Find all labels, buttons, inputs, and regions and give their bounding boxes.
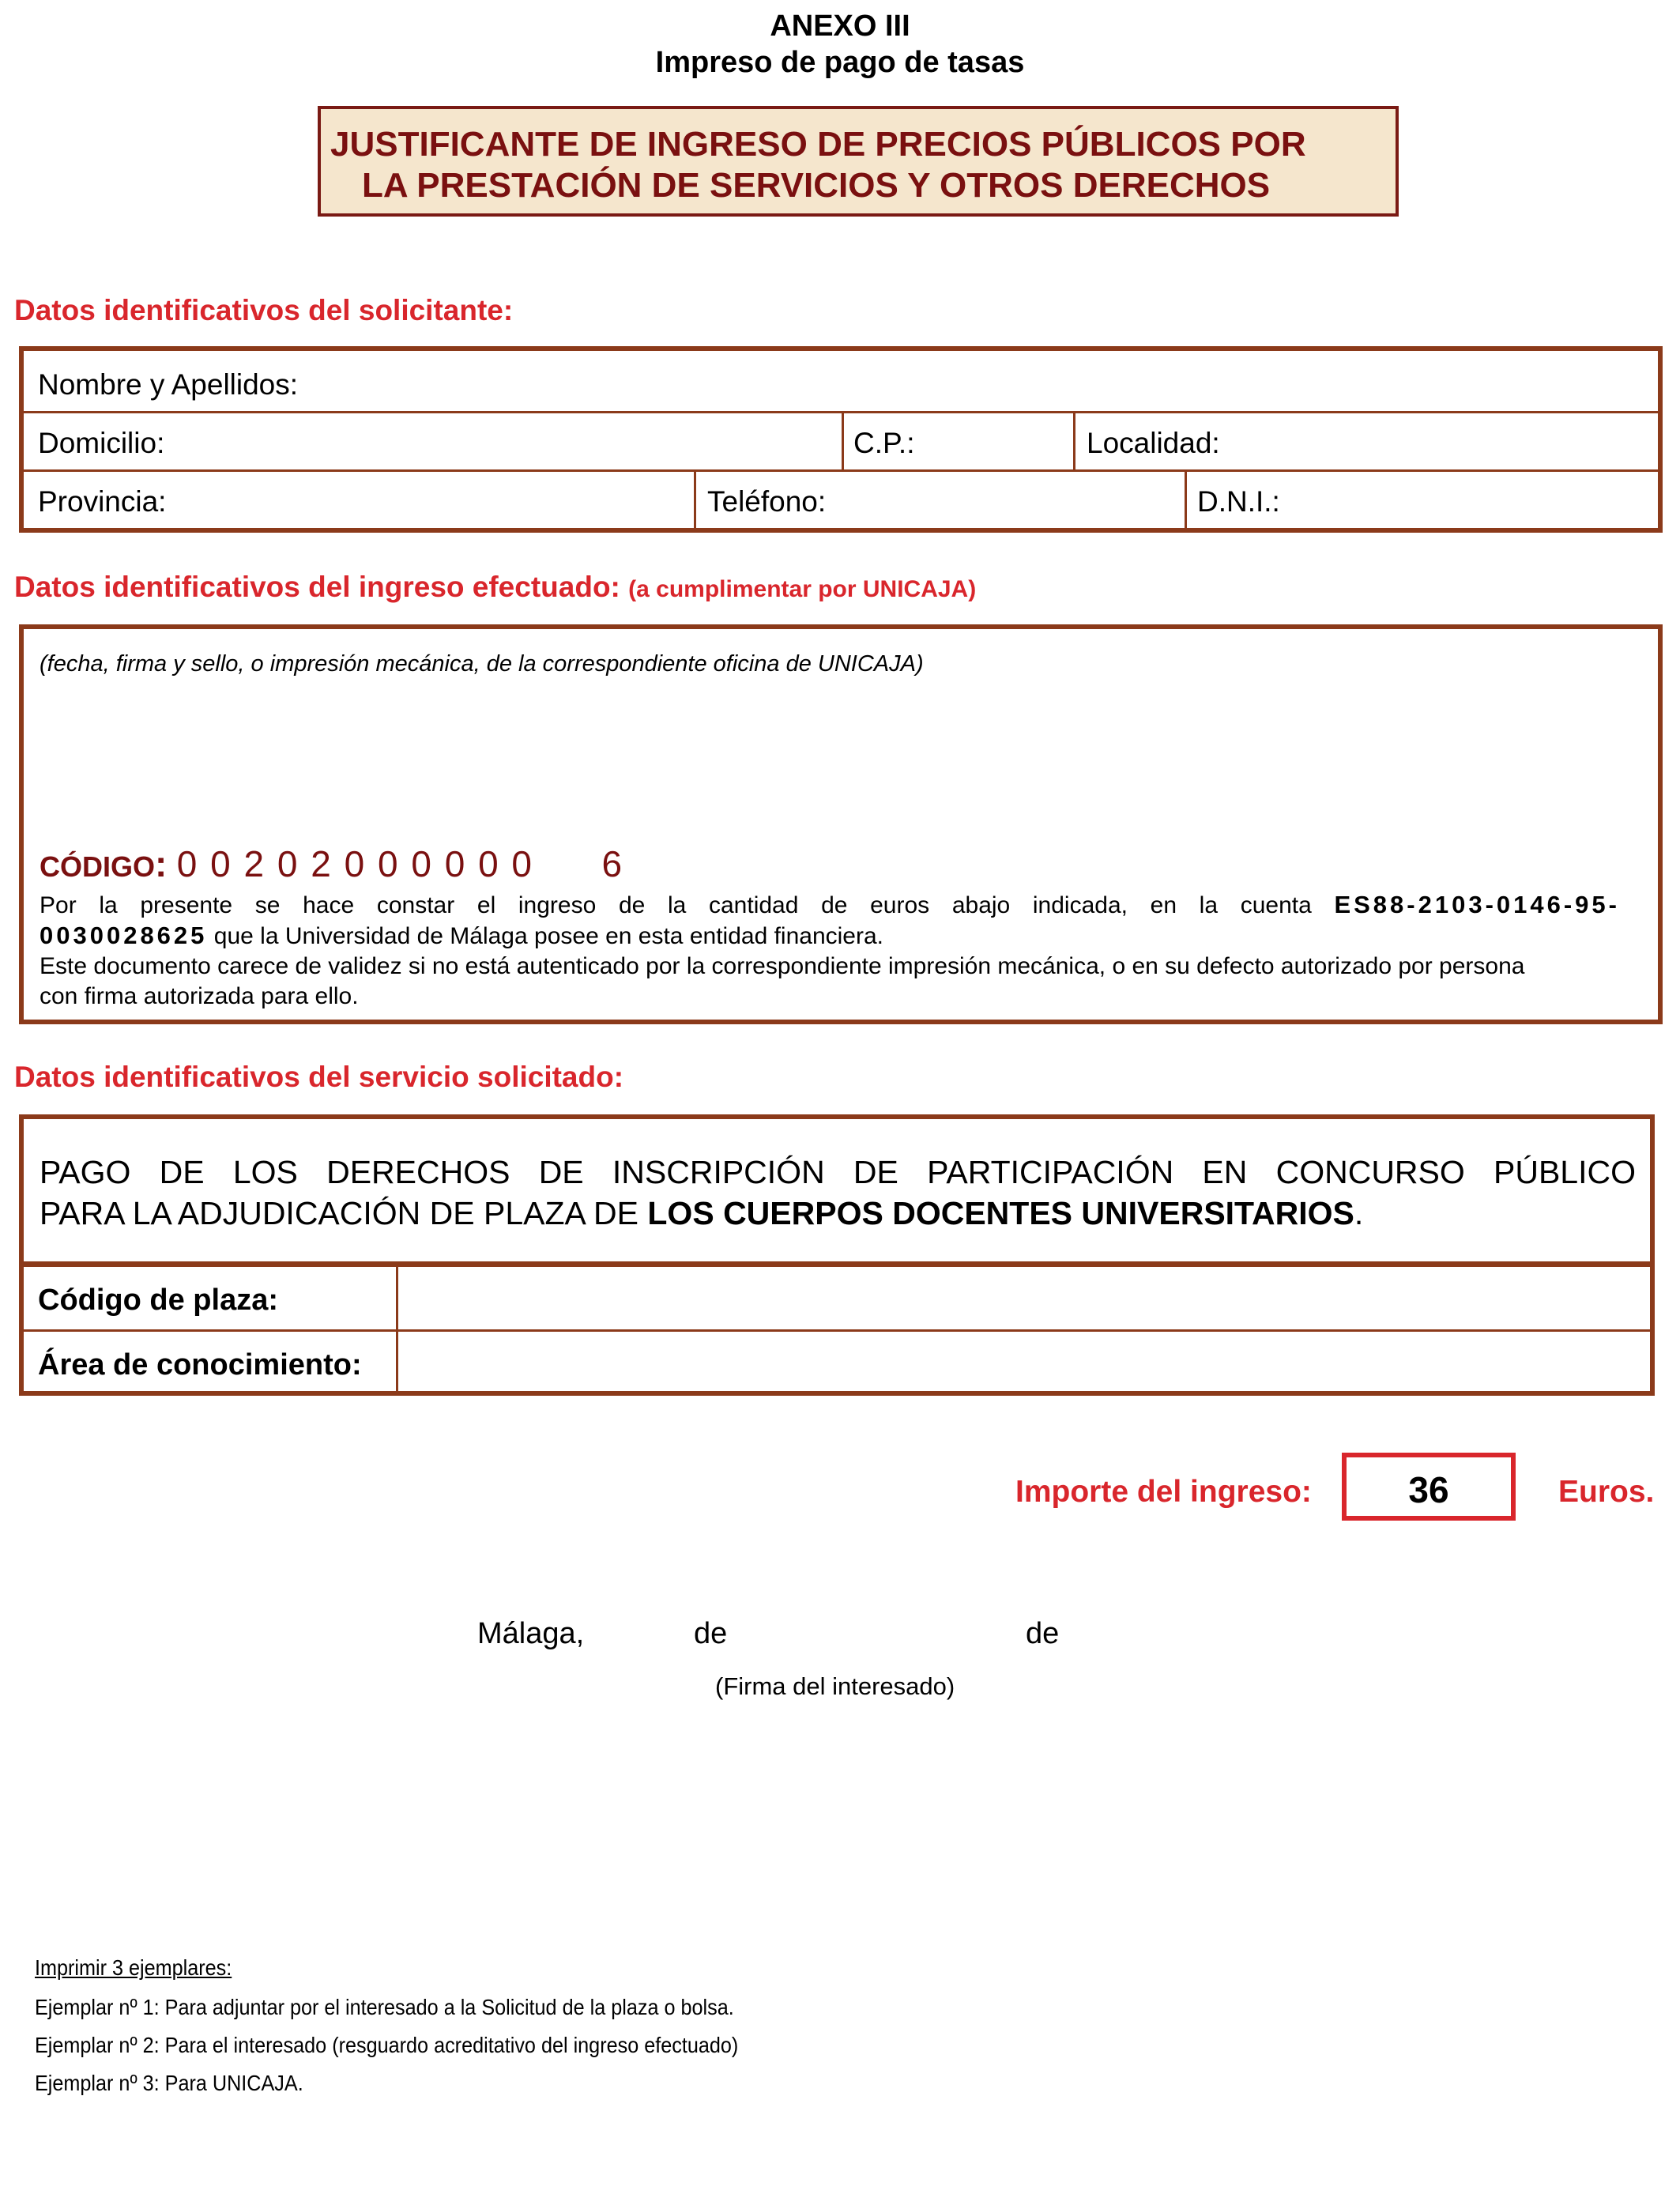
payment-text-line2 xyxy=(40,922,883,950)
annex-title: ANEXO III xyxy=(770,9,910,43)
knowledge-area-label: Área de conocimiento: xyxy=(38,1348,362,1382)
amount-box xyxy=(1342,1453,1516,1521)
col-divider xyxy=(396,1266,398,1391)
code-of-position-label: Código de plaza: xyxy=(38,1284,278,1317)
col-divider xyxy=(1073,411,1075,469)
code-check-digit: 6 xyxy=(601,843,623,884)
validity-line-2: con firma autorizada para ello. xyxy=(40,983,359,1009)
service-box xyxy=(19,1114,1655,1396)
address-field[interactable]: Domicilio: xyxy=(38,427,165,459)
signature-de-2: de xyxy=(1026,1617,1060,1650)
payment-heading-note: (a cumplimentar por UNICAJA) xyxy=(628,576,977,602)
row-divider xyxy=(24,1329,1650,1332)
service-desc-normal: PARA LA ADJUDICACIÓN DE PLAZA DE xyxy=(40,1195,638,1231)
service-desc-end: . xyxy=(1354,1195,1364,1231)
annex-subtitle: Impreso de pago de tasas xyxy=(655,46,1025,79)
service-divider xyxy=(24,1261,1650,1267)
row-divider xyxy=(24,411,1658,413)
copy-item-1: Ejemplar nº 1: Para adjuntar por el interesado a la Solicitud de la plaza o bolsa. xyxy=(35,1995,734,2019)
id-field[interactable]: D.N.I.: xyxy=(1197,485,1280,518)
title-box xyxy=(318,106,1399,217)
service-desc-bold: LOS CUERPOS DOCENTES UNIVERSITARIOS xyxy=(647,1195,1354,1231)
knowledge-area-field[interactable] xyxy=(401,1334,1650,1389)
payment-heading xyxy=(14,571,976,604)
col-divider xyxy=(1185,469,1187,528)
amount-label: Importe del ingreso: xyxy=(1015,1475,1312,1509)
applicant-table xyxy=(19,346,1663,533)
account-part1: ES88-2103-0146-95- xyxy=(1334,891,1620,918)
province-field[interactable]: Provincia: xyxy=(38,485,167,518)
amount-currency: Euros. xyxy=(1558,1475,1655,1509)
locality-field[interactable]: Localidad: xyxy=(1087,427,1220,459)
applicant-heading: Datos identificativos del solicitante: xyxy=(14,294,514,326)
account-part2: 0030028625 xyxy=(40,922,208,949)
payment-text-part1: Por la presente se hace constar el ingreso de la cantidad de euros abajo indicada, en la cuenta xyxy=(40,892,1312,918)
phone-field[interactable]: Teléfono: xyxy=(707,485,827,518)
payment-text xyxy=(40,888,1620,922)
col-divider xyxy=(842,411,844,469)
copy-item-3: Ejemplar nº 3: Para UNICAJA. xyxy=(35,2071,303,2095)
service-heading: Datos identificativos del servicio solicitado: xyxy=(14,1061,624,1093)
signature-place: Málaga, xyxy=(477,1617,585,1650)
payment-heading-text: Datos identificativos del ingreso efectuado: xyxy=(14,571,620,603)
title-line-1: JUSTIFICANTE DE INGRESO DE PRECIOS PÚBLICOS POR xyxy=(330,125,1306,164)
signature-note: (Firma del interesado) xyxy=(715,1672,955,1700)
title-line-2: LA PRESTACIÓN DE SERVICIOS Y OTROS DERECHOS xyxy=(362,166,1271,205)
signature-de-1: de xyxy=(694,1617,728,1650)
validity-line-1: Este documento carece de validez si no está autenticado por la correspondiente impresión mecánica, o en su defecto autorizado por persona xyxy=(40,953,1525,979)
code-value: 0 0 2 0 2 0 0 0 0 0 0 xyxy=(176,843,534,884)
copy-item-2: Ejemplar nº 2: Para el interesado (resguardo acreditativo del ingreso efectuado) xyxy=(35,2033,739,2057)
service-desc-line-1: PAGO DE LOS DERECHOS DE INSCRIPCIÓN DE PARTICIPACIÓN EN CONCURSO PÚBLICO xyxy=(40,1154,1636,1190)
payment-code-row xyxy=(40,843,622,885)
name-field[interactable]: Nombre y Apellidos: xyxy=(38,368,299,401)
col-divider xyxy=(694,469,696,528)
row-divider xyxy=(24,469,1658,472)
copies-title: Imprimir 3 ejemplares: xyxy=(35,1955,232,1980)
service-desc-line-2 xyxy=(40,1195,1363,1232)
payment-text-part2: que la Universidad de Málaga posee en esta entidad financiera. xyxy=(213,923,884,949)
code-label: CÓDIGO xyxy=(40,850,156,883)
stamp-note: (fecha, firma y sello, o impresión mecánica, de la correspondiente oficina de UNICAJA) xyxy=(40,651,924,677)
amount-value: 36 xyxy=(1408,1469,1449,1510)
code-colon: : xyxy=(155,843,168,884)
postcode-field[interactable]: C.P.: xyxy=(853,427,915,459)
payment-box xyxy=(19,624,1663,1024)
code-of-position-field[interactable] xyxy=(401,1269,1650,1328)
